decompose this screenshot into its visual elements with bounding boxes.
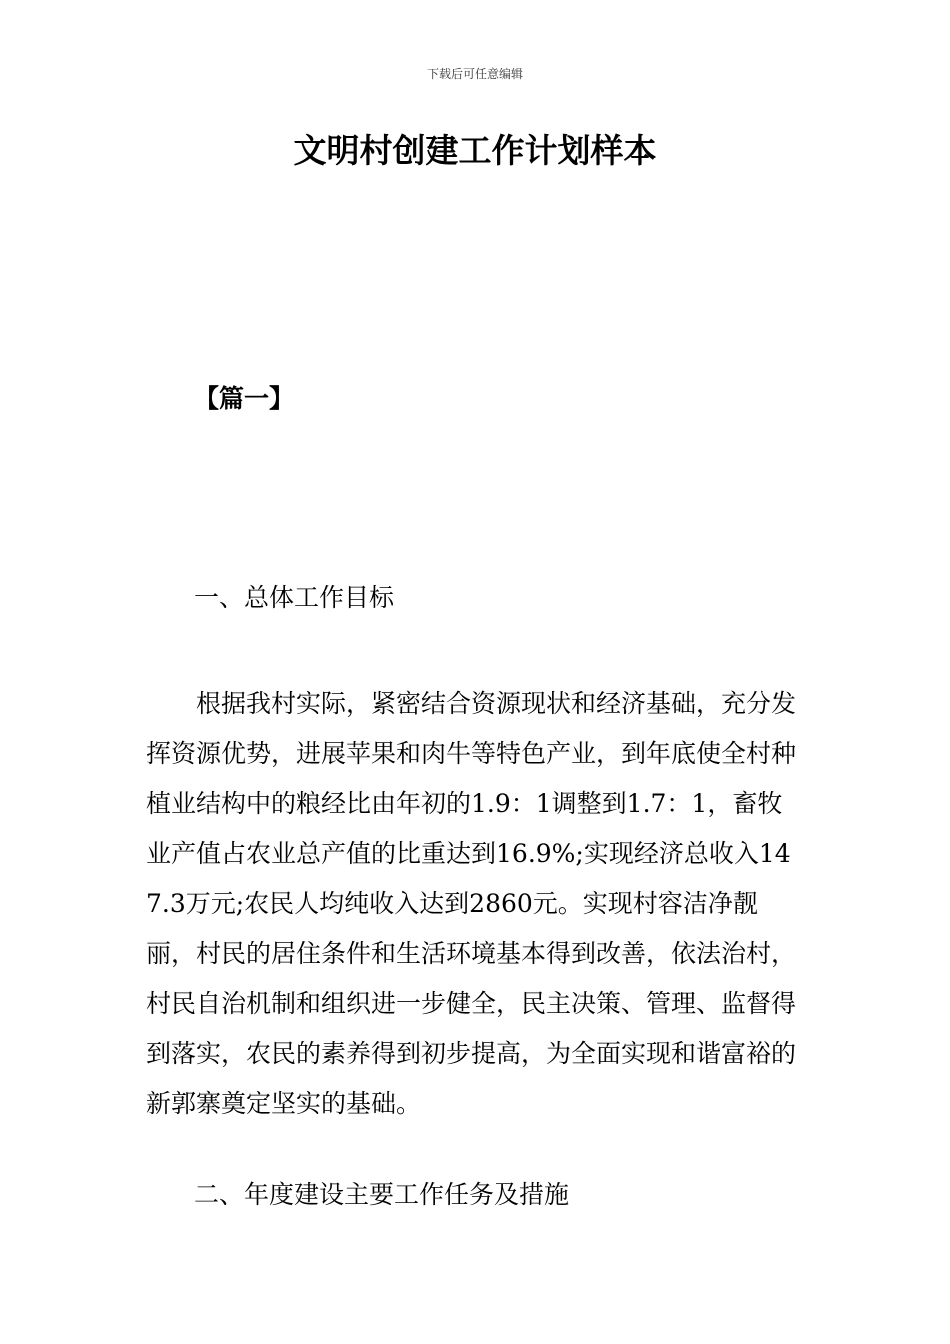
document-title: 文明村创建工作计划样本 — [293, 131, 657, 170]
page-header-note: 下载后可任意编辑 — [426, 67, 523, 81]
section-heading-overall-goals: 一、总体工作目标 — [194, 583, 395, 612]
body-paragraph: 根据我村实际，紧密结合资源现状和经济基础，充分发挥资源优势，进展苹果和肉牛等特色产业，到年底使全村种植业结构中的粮经比由年初的1.9：1调整到1.7：1，畜牧业产值占农业总产值的比重达到16.9%;实现经济总收入147.3万元;农民人均纯收入达到2860元。实现村容洁净靓丽，村民的居住条件和生活环境基本得到改善，依法治村，村民自治机制和组织进一步健全，民主决策、管理、监督得到落实，农民的素养得到初步提高，为全面实现和谐富裕的新郭寨奠定坚实的基础。 — [146, 689, 797, 1118]
section-label: 【篇一】 — [194, 384, 295, 413]
section-heading-annual-tasks: 二、年度建设主要工作任务及措施 — [194, 1180, 570, 1209]
